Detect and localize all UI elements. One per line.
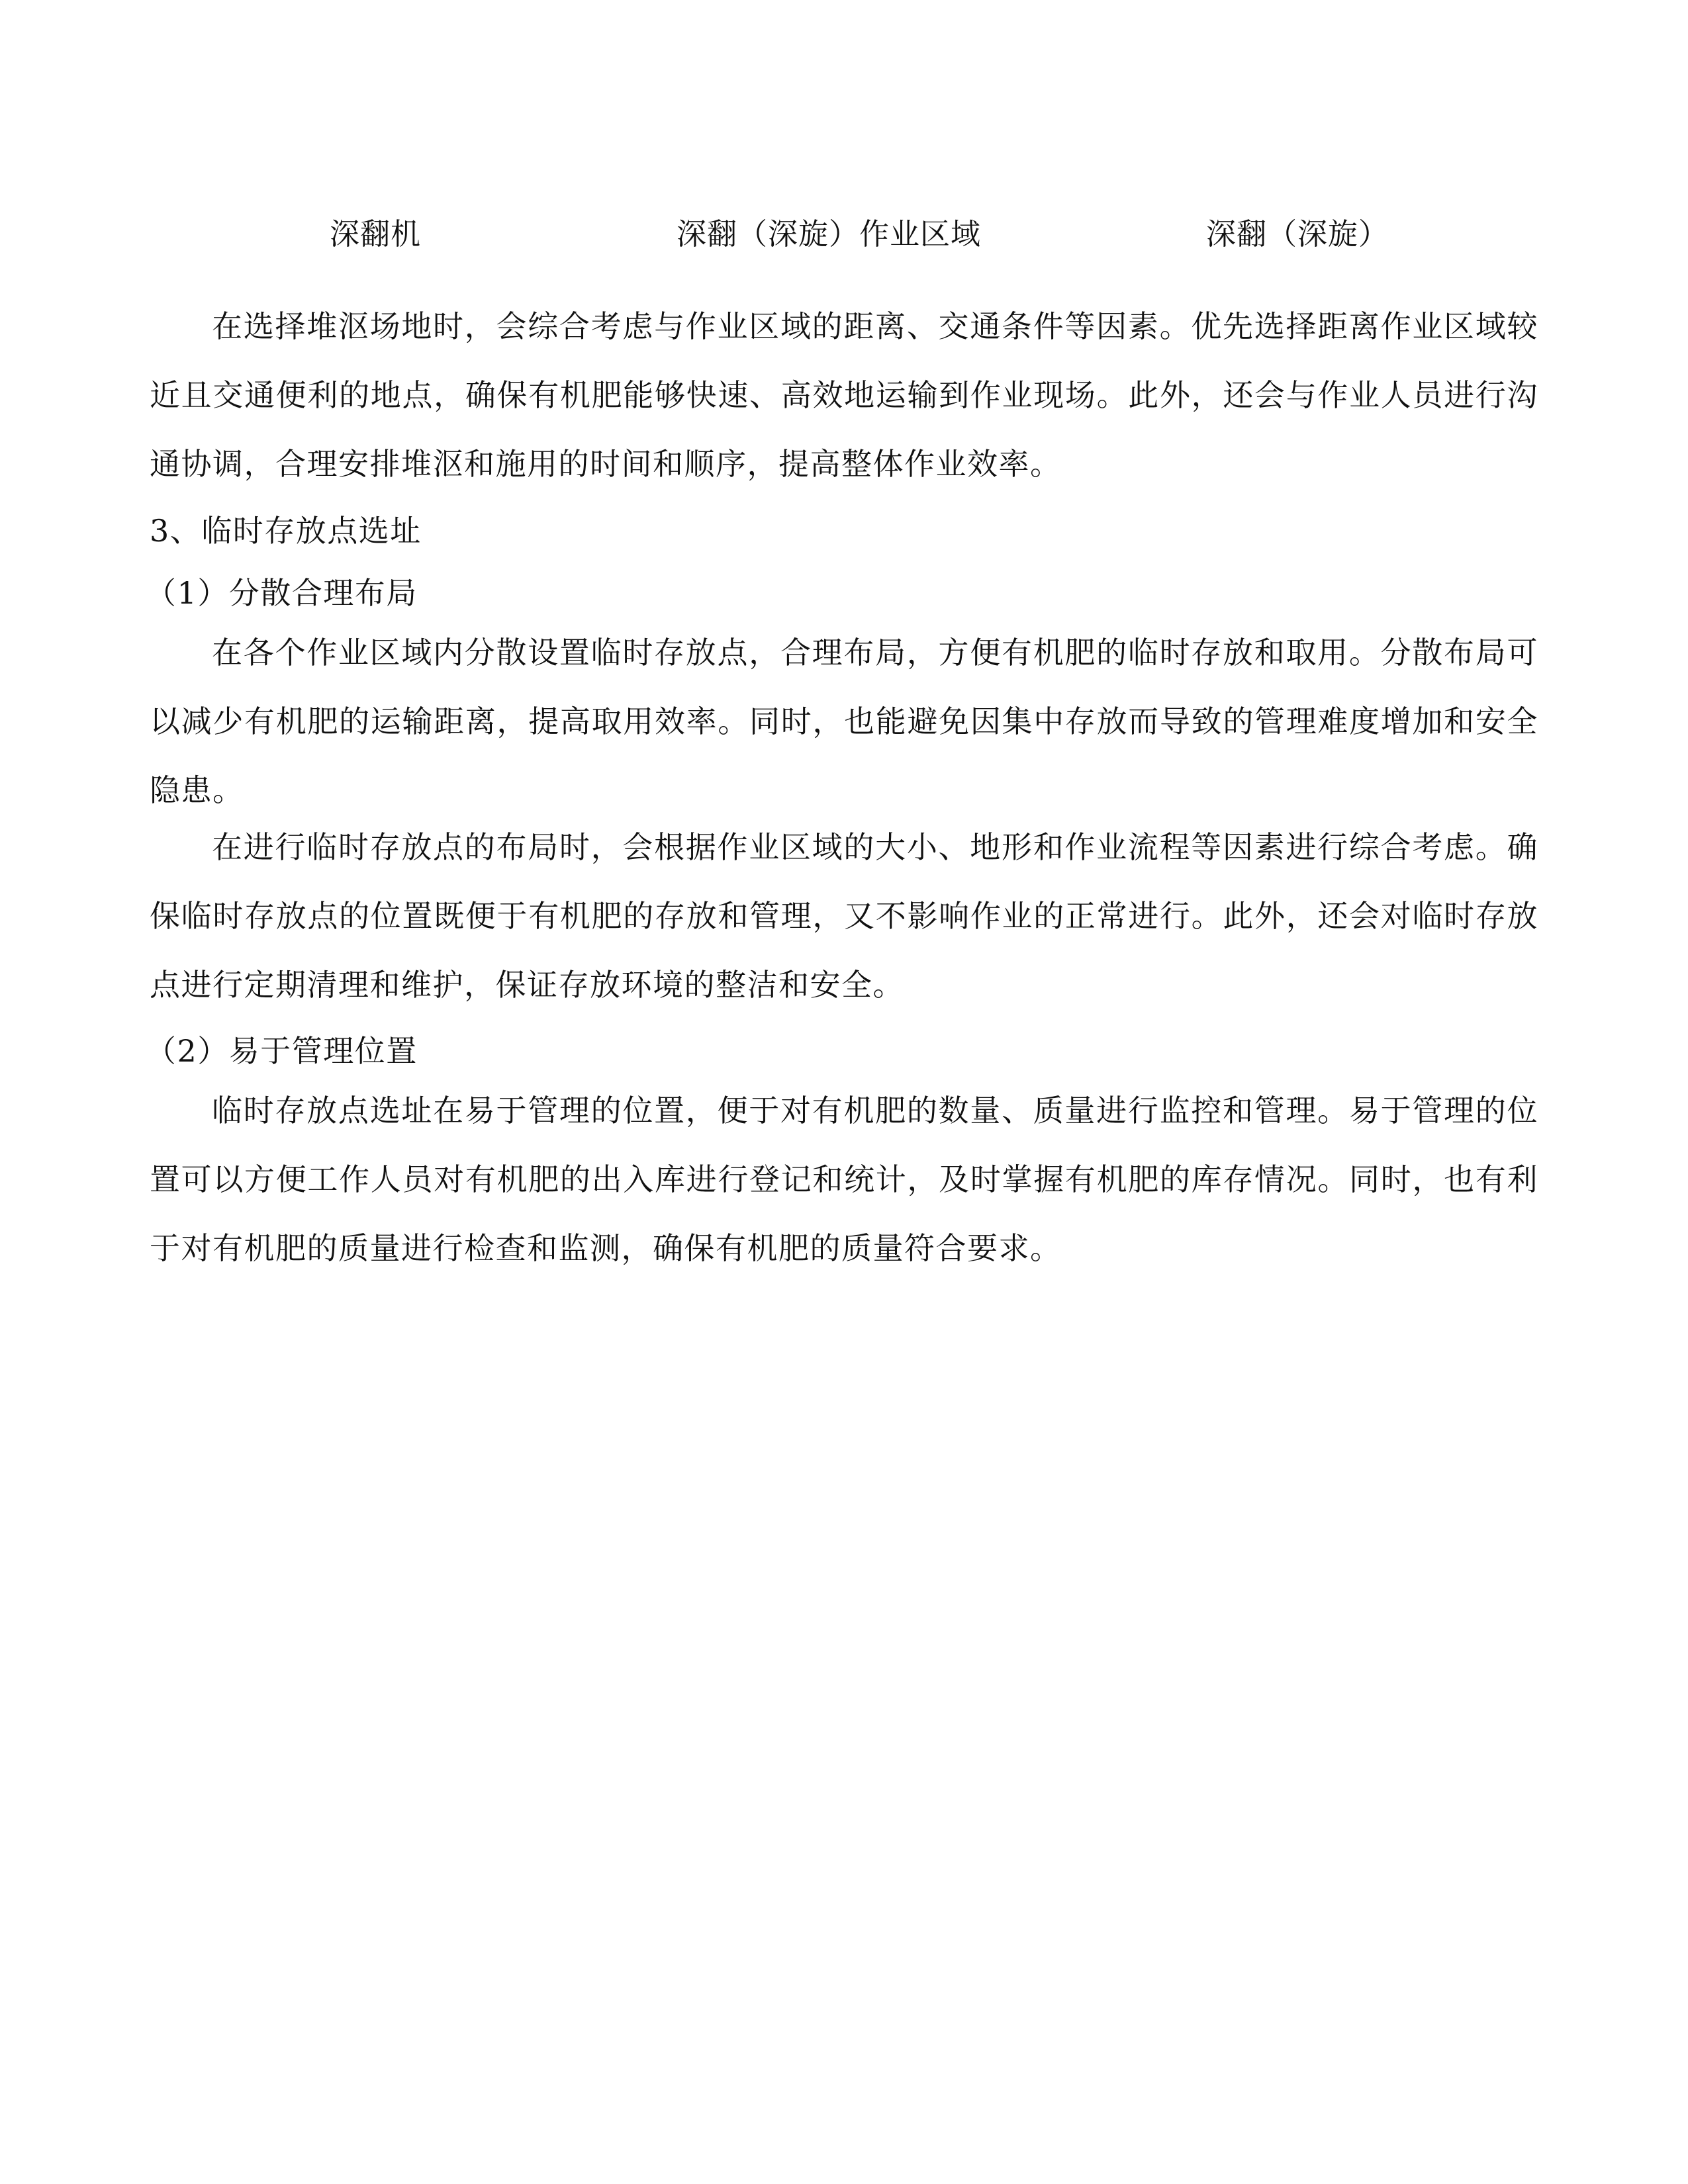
paragraph-easy-management: 临时存放点选址在易于管理的位置，便于对有机肥的数量、质量进行监控和管理。易于管理的位置可以方便工作人员对有机肥的出入库进行登记和统计，及时掌握有机肥的库存情况。同时，也有利于对有机肥的质量进行检查和监测，确保有机肥的质量符合要求。	[150, 1093, 1538, 1266]
subheading-easy-management: （2）易于管理位置	[146, 1033, 418, 1069]
image-caption-row	[0, 210, 1688, 258]
paragraph-site-selection: 在选择堆沤场地时，会综合考虑与作业区域的距离、交通条件等因素。优先选择距离作业区域较近且交通便利的地点，确保有机肥能够快速、高效地运输到作业现场。此外，还会与作业人员进行沟通协调，合理安排堆沤和施用的时间和顺序，提高整体作业效率。	[150, 308, 1538, 482]
subheading-distributed-layout: （1）分散合理布局	[146, 575, 418, 611]
paragraph-layout-considerations: 在进行临时存放点的布局时，会根据作业区域的大小、地形和作业流程等因素进行综合考虑。确保临时存放点的位置既便于有机肥的存放和管理，又不影响作业的正常进行。此外，还会对临时存放点进行定期清理和维护，保证存放环境的整洁和安全。	[150, 829, 1538, 1003]
paragraph-distributed-layout: 在各个作业区域内分散设置临时存放点，合理布局，方便有机肥的临时存放和取用。分散布局可以减少有机肥的运输距离，提高取用效率。同时，也能避免因集中存放而导致的管理难度增加和安全隐患。	[150, 635, 1538, 808]
caption-work-area: 深翻（深旋）作业区域	[677, 216, 982, 251]
caption-deep-plough-machine: 深翻机	[330, 216, 422, 251]
section-heading-storage-site: 3、临时存放点选址	[150, 513, 422, 549]
caption-deep-rotation: 深翻（深旋）	[1206, 216, 1389, 251]
